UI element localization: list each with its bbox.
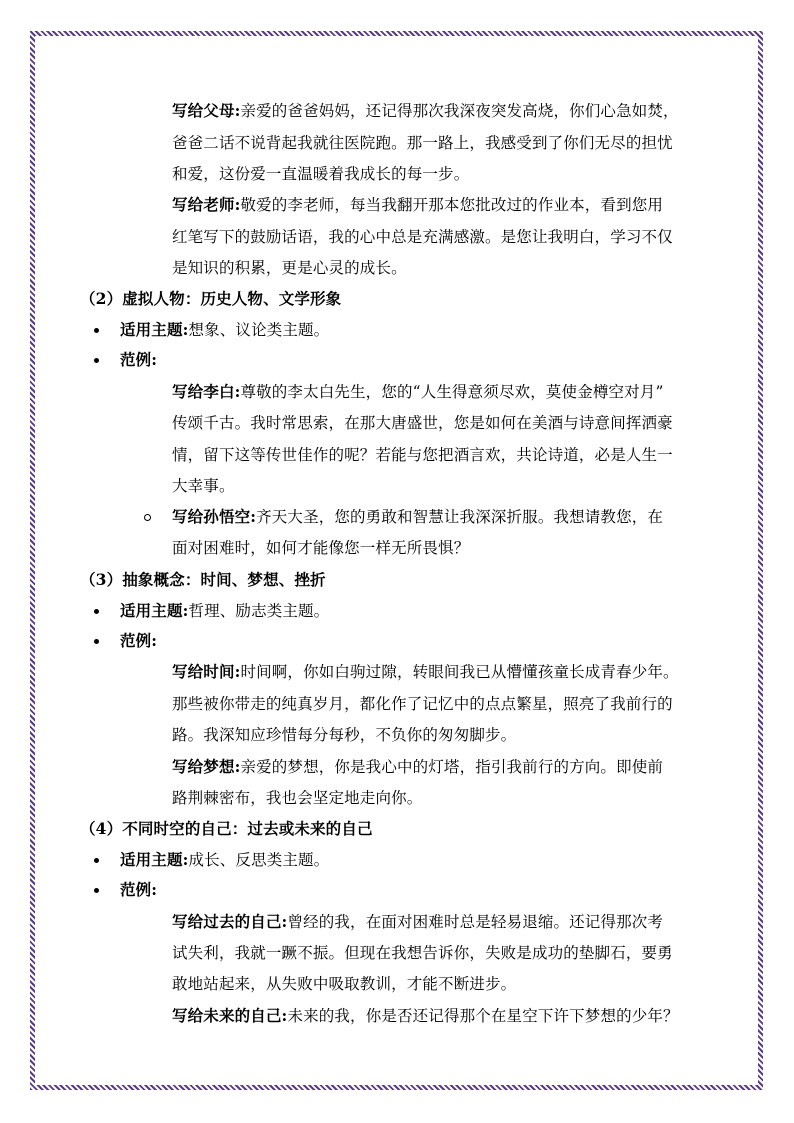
future-line-1: 写给未来的自己:未来的我，你是否还记得那个在星空下许下梦想的少年？ [172,1006,679,1025]
teacher-label: 写给老师: [172,195,241,214]
section4-heading: （4）不同时空的自己：过去或未来的自己 [80,819,373,838]
libai-line-4: 大幸事。 [172,477,235,495]
time-line-1: 写给时间:时间啊，你如白驹过隙，转眼间我已从懵懂孩童长成青春少年。 [172,662,679,681]
time-label: 写给时间: [172,662,241,681]
bullet-icon [94,639,99,644]
bullet-icon [94,858,99,863]
wukong-line-2: 面对困难时，如何才能像您一样无所畏惧？ [172,539,470,557]
dream-line-2: 路荆棘密布，我也会坚定地走向你。 [172,789,423,807]
past-line-3: 敢地站起来，从失败中吸取教训，才能不断进步。 [172,975,517,993]
bullet-icon [94,888,99,893]
teacher-line-3: 是知识的积累，更是心灵的成长。 [172,259,407,277]
libai-line-1: 写给李白:尊敬的李太白先生，您的“人生得意须尽欢，莫使金樽空对月” [172,382,664,401]
past-line-1: 写给过去的自己:曾经的我，在面对困难时总是轻易退缩。还记得那次考 [172,912,664,931]
teacher-line-2: 红笔写下的鼓励话语，我的心中总是充满感激。是您让我明白，学习不仅 [172,228,673,246]
future-label: 写给未来的自己: [172,1006,288,1025]
libai-label: 写给李白: [172,382,241,401]
past-line-2: 试失利，我就一蹶不振。但现在我想告诉你，失败是成功的垫脚石，要勇 [172,944,673,962]
section3-example-label: 范例: [120,631,158,650]
libai-line-3: 情，留下这等传世佳作的呢？若能与您把酒言欢，共论诗道，必是人生一 [172,446,673,464]
dream-label: 写给梦想: [172,757,241,776]
circle-bullet-icon [144,514,151,521]
parents-line-2: 爸爸二话不说背起我就往医院跑。那一路上，我感受到了你们无尽的担忧 [172,134,673,152]
bullet-icon [94,358,99,363]
libai-line-2: 传颂千古。我时常思索，在那大唐盛世，您是如何在美酒与诗意间挥洒豪 [172,414,673,432]
section3-heading: （3）抽象概念：时间、梦想、挫折 [80,570,326,589]
section2-theme: 适用主题:想象、议论类主题。 [120,320,330,339]
section4-example-label: 范例: [120,880,158,899]
section3-theme: 适用主题:哲理、励志类主题。 [120,601,330,620]
bullet-icon [94,609,99,614]
time-line-3: 路。我深知应珍惜每分每秒，不负你的匆匆脚步。 [172,726,517,744]
parents-label: 写给父母: [172,101,241,120]
past-label: 写给过去的自己: [172,912,288,931]
section2-example-label: 范例: [120,350,158,369]
time-line-2: 那些被你带走的纯真岁月，都化作了记忆中的点点繁星，照亮了我前行的 [172,695,673,713]
parents-line-3: 和爱，这份爱一直温暖着我成长的每一步。 [172,165,470,183]
section2-heading: （2）虚拟人物：历史人物、文学形象 [80,289,342,308]
wukong-label: 写给孙悟空: [172,507,257,526]
bullet-icon [94,328,99,333]
section4-theme: 适用主题:成长、反思类主题。 [120,850,330,869]
parents-line-1: 写给父母:亲爱的爸爸妈妈，还记得那次我深夜突发高烧，你们心急如焚， [172,101,679,120]
wukong-line-1: 写给孙悟空:齐天大圣，您的勇敢和智慧让我深深折服。我想请教您，在 [172,507,664,526]
teacher-line-1: 写给老师:敬爱的李老师，每当我翻开那本您批改过的作业本，看到您用 [172,195,664,214]
dream-line-1: 写给梦想:亲爱的梦想，你是我心中的灯塔，指引我前行的方向。即使前 [172,757,664,776]
